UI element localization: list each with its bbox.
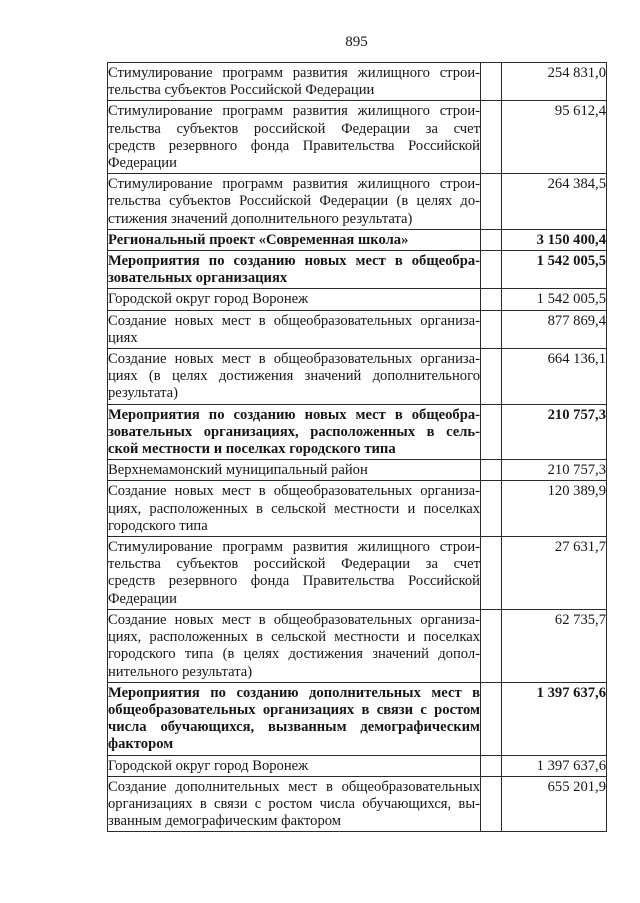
row-amount: 1 542 005,5 (502, 251, 607, 289)
row-amount: 877 869,4 (502, 310, 607, 348)
empty-cell (481, 404, 502, 460)
budget-table (107, 62, 607, 832)
empty-cell (481, 537, 502, 610)
description-line: результата) (108, 385, 178, 402)
description-line: общеобразовательных организациях в связи с ростом (108, 701, 480, 718)
empty-cell (481, 310, 502, 348)
row-description (108, 755, 481, 776)
row-description (108, 174, 481, 230)
description-line: Региональный проект «Современная школа» (108, 231, 409, 248)
row-amount: 254 831,0 (502, 63, 607, 101)
table-row (108, 609, 607, 682)
description-line: средств резервного фонда Правительства Российской (108, 573, 480, 590)
description-line: тельства субъектов российской Федерации за счет (108, 120, 480, 137)
table-row (108, 481, 607, 537)
row-amount: 27 631,7 (502, 537, 607, 610)
empty-cell (481, 481, 502, 537)
table-row (108, 349, 607, 405)
description-line: стижения значений дополнительного результата) (108, 210, 413, 227)
description-line: городского типа (в целях достижения значений допол- (108, 646, 480, 663)
empty-cell (481, 682, 502, 755)
row-description (108, 349, 481, 405)
table-row (108, 229, 607, 250)
row-amount: 1 397 637,6 (502, 682, 607, 755)
description-line: Создание новых мест в общеобразовательных организа- (108, 312, 480, 329)
table-row (108, 776, 607, 832)
table-row (108, 174, 607, 230)
description-line: Создание дополнительных мест в общеобразовательных (108, 778, 480, 795)
description-line: тельства субъектов российской Федерации за счет (108, 556, 480, 573)
row-amount: 1 397 637,6 (502, 755, 607, 776)
description-line: Федерации (108, 590, 177, 607)
table-row (108, 310, 607, 348)
row-description (108, 537, 481, 610)
row-description (108, 609, 481, 682)
empty-cell (481, 229, 502, 250)
row-amount: 120 389,9 (502, 481, 607, 537)
empty-cell (481, 609, 502, 682)
description-line: Городской округ город Воронеж (108, 757, 309, 774)
table-row (108, 63, 607, 101)
empty-cell (481, 101, 502, 174)
row-description (108, 776, 481, 832)
row-amount: 664 136,1 (502, 349, 607, 405)
row-amount: 62 735,7 (502, 609, 607, 682)
description-line: Мероприятия по созданию новых мест в общеобра- (108, 253, 480, 270)
table-row (108, 682, 607, 755)
description-line: организациях в связи с ростом числа обучающихся, вы- (108, 795, 480, 812)
row-description (108, 682, 481, 755)
description-line: Стимулирование программ развития жилищного строи- (108, 103, 480, 120)
table-row (108, 404, 607, 460)
row-amount: 264 384,5 (502, 174, 607, 230)
empty-cell (481, 755, 502, 776)
description-line: тельства субъектов Российской Федерации (108, 82, 375, 99)
description-line: Верхнемамонский муниципальный район (108, 462, 368, 479)
table-row (108, 460, 607, 481)
row-amount: 3 150 400,4 (502, 229, 607, 250)
empty-cell (481, 63, 502, 101)
row-description (108, 404, 481, 460)
description-line: Стимулирование программ развития жилищного строи- (108, 65, 480, 81)
description-line: Городской округ город Воронеж (108, 291, 309, 308)
description-line: фактором (108, 736, 174, 753)
description-line: тельства субъектов Российской Федерации (в целях до- (108, 193, 480, 210)
row-amount: 210 757,3 (502, 460, 607, 481)
row-description (108, 63, 481, 101)
description-line: циях (в целях достижения значений дополнительного (108, 368, 480, 385)
table-row (108, 251, 607, 289)
empty-cell (481, 460, 502, 481)
empty-cell (481, 174, 502, 230)
table-body (108, 63, 607, 832)
empty-cell (481, 251, 502, 289)
description-line: Создание новых мест в общеобразовательных организа- (108, 483, 480, 500)
description-line: зовательных организациях (108, 270, 288, 287)
description-line: городского типа (108, 517, 208, 534)
empty-cell (481, 289, 502, 310)
table-row (108, 101, 607, 174)
table-row (108, 537, 607, 610)
row-description (108, 229, 481, 250)
description-line: зовательных организациях, расположенных в сель- (108, 423, 480, 440)
table-row (108, 289, 607, 310)
row-description (108, 481, 481, 537)
description-line: Стимулирование программ развития жилищного строи- (108, 539, 480, 556)
row-amount: 95 612,4 (502, 101, 607, 174)
row-description (108, 460, 481, 481)
description-line: циях, расположенных в сельской местности и поселках (108, 629, 480, 646)
description-line: Мероприятия по созданию новых мест в общеобра- (108, 406, 480, 423)
row-description (108, 251, 481, 289)
row-amount: 655 201,9 (502, 776, 607, 832)
description-line: циях, расположенных в сельской местности и поселках (108, 500, 480, 517)
description-line: Мероприятия по созданию дополнительных мест в (108, 684, 480, 701)
page-number: 895 (345, 34, 368, 50)
row-description (108, 310, 481, 348)
description-line: ской местности и поселках городского типа (108, 441, 396, 458)
table-row (108, 755, 607, 776)
description-line: циях (108, 329, 138, 346)
row-amount: 210 757,3 (502, 404, 607, 460)
row-description (108, 101, 481, 174)
description-line: нительного результата) (108, 663, 253, 680)
description-line: Создание новых мест в общеобразовательных организа- (108, 351, 480, 368)
empty-cell (481, 776, 502, 832)
description-line: званным демографическим фактором (108, 813, 342, 830)
description-line: средств резервного фонда Правительства Российской (108, 137, 480, 154)
description-line: Создание новых мест в общеобразовательных организа- (108, 611, 480, 628)
row-amount: 1 542 005,5 (502, 289, 607, 310)
description-line: Федерации (108, 155, 177, 172)
row-description (108, 289, 481, 310)
empty-cell (481, 349, 502, 405)
description-line: числа обучающихся, вызванным демографическим (108, 719, 480, 736)
description-line: Стимулирование программ развития жилищного строи- (108, 176, 480, 193)
